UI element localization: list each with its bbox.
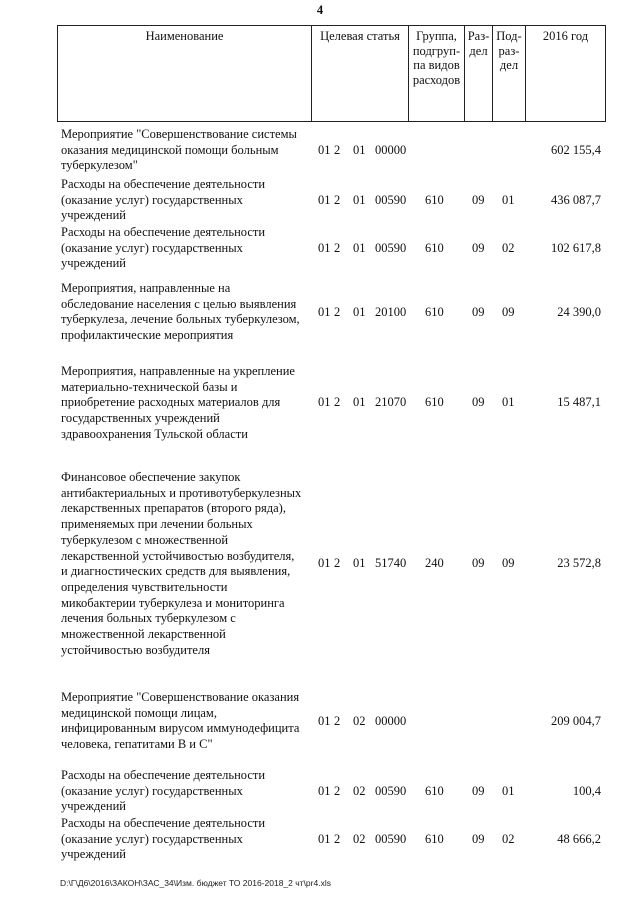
- row-group: 240: [425, 556, 444, 571]
- row-name-line: учреждений: [61, 208, 126, 223]
- row-sum-2016: 100,4: [572, 783, 601, 798]
- row-subsection: 01: [502, 395, 515, 410]
- row-name: [61, 177, 311, 224]
- row-name-line: Расходы на обеспечение деятельности: [61, 768, 266, 782]
- row-name-line: лекарственных препаратов (второго ряда),: [61, 501, 286, 516]
- target-article-program: 01: [318, 304, 331, 319]
- row-name-line: Мероприятие "Совершенствование оказания: [61, 690, 300, 704]
- target-article-program: 01: [318, 783, 331, 798]
- target-article-program: 01: [318, 395, 331, 410]
- row-name-line: учреждений: [61, 799, 126, 814]
- row-group: 610: [425, 304, 444, 319]
- row-subsection: 01: [502, 783, 515, 798]
- target-article-program: 01: [318, 192, 331, 207]
- row-name: [61, 281, 311, 344]
- row-subsection: 09: [502, 556, 515, 571]
- row-subsection: 09: [502, 304, 515, 319]
- row-name-line: туберкулезом": [61, 158, 138, 173]
- row-name: [61, 470, 311, 658]
- row-sum-2016: 436 087,7: [551, 192, 601, 207]
- target-article-event: 02: [353, 783, 366, 798]
- target-article-subprogram: 2: [334, 395, 341, 410]
- row-sum-2016: 602 155,4: [551, 142, 601, 157]
- target-article-direction: 00590: [375, 192, 407, 207]
- target-article-direction: 00000: [375, 713, 407, 728]
- row-name-line: Мероприятие "Совершенствование системы: [61, 127, 297, 141]
- row-sum-2016: 102 617,8: [551, 240, 601, 255]
- header-section-line: дел: [469, 43, 488, 58]
- target-article-subprogram: 2: [334, 142, 341, 157]
- row-name-line: Расходы на обеспечение деятельности: [61, 225, 266, 239]
- file-path-footer: D:\Г\Д6\2016\ЗАКОН\ЗАС_34\Изм. бюджет ТО 2016-2018_2 чт\pr4.xls: [60, 878, 331, 888]
- row-name-line: множественной лекарственной: [61, 627, 226, 642]
- header-subsection-line: раз-: [498, 43, 520, 58]
- target-article-subprogram: 2: [334, 556, 341, 571]
- row-section: 09: [472, 556, 485, 571]
- row-name: [61, 690, 311, 753]
- row-section: 09: [472, 395, 485, 410]
- header-name: Наименование: [57, 25, 312, 122]
- row-name: [61, 364, 311, 443]
- row-name-line: микобактерии туберкулеза и мониторинга: [61, 595, 285, 610]
- page-number: 4: [316, 3, 324, 17]
- header-subsection: [492, 25, 526, 122]
- row-section: 09: [472, 783, 485, 798]
- header-subsection-line: дел: [499, 58, 519, 72]
- row-section: 09: [472, 831, 485, 846]
- row-sum-2016: 209 004,7: [551, 713, 601, 728]
- row-name-line: применяемых при лечении больных: [61, 517, 253, 532]
- target-article-event: 02: [353, 831, 366, 846]
- row-group: 610: [425, 783, 444, 798]
- header-group-line: подгруп-: [412, 43, 461, 58]
- target-article-event: 01: [353, 240, 366, 255]
- row-sum-2016: 23 572,8: [557, 556, 601, 571]
- row-subsection: 01: [502, 192, 515, 207]
- target-article-direction: 00590: [375, 783, 407, 798]
- row-name-line: обследование населения с целью выявления: [61, 296, 297, 311]
- row-subsection: 02: [502, 831, 515, 846]
- header-group: [408, 25, 465, 122]
- target-article-subprogram: 2: [334, 713, 341, 728]
- row-group: 610: [425, 831, 444, 846]
- row-name-line: Расходы на обеспечение деятельности: [61, 177, 266, 191]
- target-article-direction: 20100: [375, 304, 407, 319]
- row-sum-2016: 24 390,0: [557, 304, 601, 319]
- target-article-event: 01: [353, 395, 366, 410]
- target-article-program: 01: [318, 831, 331, 846]
- header-year: 2016 год: [525, 25, 606, 122]
- row-name-line: государственных учреждений: [61, 411, 220, 426]
- target-article-program: 01: [318, 142, 331, 157]
- target-article-subprogram: 2: [334, 831, 341, 846]
- row-name: [61, 225, 311, 272]
- row-name-line: (оказание услуг) государственных: [61, 783, 243, 798]
- target-article-program: 01: [318, 240, 331, 255]
- row-group: 610: [425, 240, 444, 255]
- row-sum-2016: 15 487,1: [557, 395, 601, 410]
- row-name-line: материально-технической базы и: [61, 379, 238, 394]
- header-target-article: Целевая статья: [311, 25, 409, 122]
- row-name-line: медицинской помощи лицам,: [61, 705, 217, 720]
- header-group-line: па видов: [413, 58, 460, 72]
- row-subsection: 02: [502, 240, 515, 255]
- row-name-line: (оказание услуг) государственных: [61, 831, 243, 846]
- row-name-line: туберкулеза, лечение больных туберкулезом,: [61, 312, 300, 327]
- header-group-line: Группа,: [416, 29, 457, 43]
- target-article-program: 01: [318, 556, 331, 571]
- row-section: 09: [472, 192, 485, 207]
- row-group: 610: [425, 192, 444, 207]
- row-name-line: туберкулезом с множественной: [61, 532, 229, 547]
- row-name-line: инфицированным вирусом иммунодефицита: [61, 721, 300, 736]
- target-article-direction: 00000: [375, 142, 407, 157]
- row-name-line: учреждений: [61, 847, 126, 862]
- target-article-direction: 51740: [375, 556, 407, 571]
- header-group-line: расходов: [412, 72, 461, 87]
- row-name-line: (оказание услуг) государственных: [61, 192, 243, 207]
- row-name-line: лечения больных туберкулезом с: [61, 611, 236, 626]
- row-name-line: антибактериальных и противотуберкулезных: [61, 485, 302, 500]
- row-name: [61, 127, 311, 174]
- row-name-line: здравоохранения Тульской области: [61, 426, 248, 441]
- row-name-line: учреждений: [61, 256, 126, 271]
- target-article-subprogram: 2: [334, 240, 341, 255]
- row-name-line: и диагностических средств для выявления,: [61, 564, 291, 579]
- row-name-line: профилактические мероприятия: [61, 328, 234, 343]
- row-section: 09: [472, 240, 485, 255]
- row-section: 09: [472, 304, 485, 319]
- row-sum-2016: 48 666,2: [557, 831, 601, 846]
- header-subsection-line: Под-: [496, 29, 522, 43]
- row-name: [61, 768, 311, 815]
- row-name: [61, 816, 311, 863]
- row-name-line: Расходы на обеспечение деятельности: [61, 816, 266, 830]
- target-article-subprogram: 2: [334, 783, 341, 798]
- target-article-direction: 00590: [375, 831, 407, 846]
- row-name-line: приобретение расходных материалов для: [61, 395, 281, 410]
- target-article-event: 01: [353, 556, 366, 571]
- row-name-line: лекарственной устойчивостью возбудителя,: [61, 548, 295, 563]
- row-name-line: Финансовое обеспечение закупок: [61, 470, 241, 484]
- header-section-line: Раз-: [467, 29, 490, 43]
- target-article-event: 01: [353, 142, 366, 157]
- target-article-direction: 00590: [375, 240, 407, 255]
- row-name-line: Мероприятия, направленные на: [61, 281, 231, 295]
- row-name-line: устойчивостью возбудителя: [61, 642, 210, 657]
- target-article-subprogram: 2: [334, 304, 341, 319]
- row-name-line: оказания медицинской помощи больным: [61, 142, 279, 157]
- row-name-line: определения чувствительности: [61, 579, 228, 594]
- row-group: 610: [425, 395, 444, 410]
- target-article-event: 01: [353, 304, 366, 319]
- row-name-line: (оказание услуг) государственных: [61, 240, 243, 255]
- row-name-line: человека, гепатитами В и С": [61, 737, 213, 752]
- row-name-line: Мероприятия, направленные на укрепление: [61, 364, 295, 378]
- target-article-subprogram: 2: [334, 192, 341, 207]
- header-section: [464, 25, 493, 122]
- target-article-program: 01: [318, 713, 331, 728]
- target-article-direction: 21070: [375, 395, 407, 410]
- target-article-event: 01: [353, 192, 366, 207]
- target-article-event: 02: [353, 713, 366, 728]
